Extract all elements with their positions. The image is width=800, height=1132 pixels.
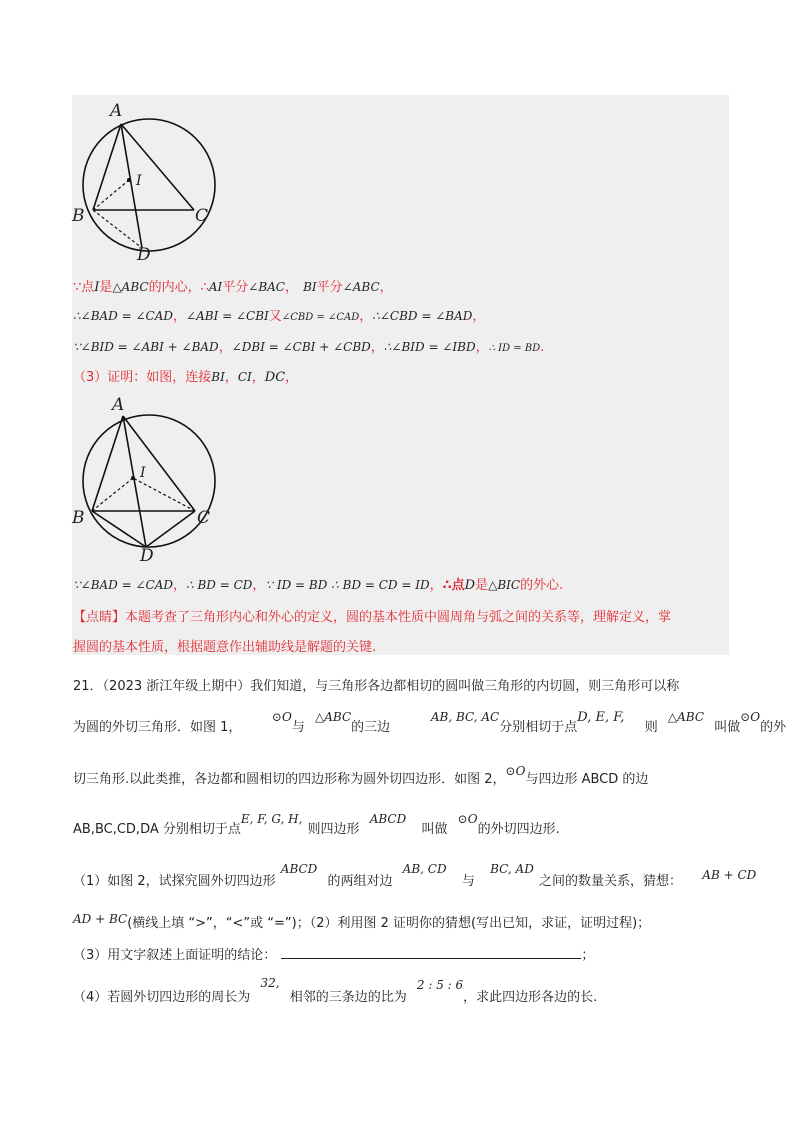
question-21-line-1: 21．（2023 浙江年级上期中）我们知道，与三角形各边都相切的圆叫做三角形的内切圆，则三角形可以称: [73, 679, 680, 694]
figure-1-label-a: A: [110, 101, 123, 121]
question-21-line-2: 为圆的外切三角形．如图 1， $^{⊙O}$与 $^{\triangle ABC}$的三边 $^{AB, BC, AC}$分别相切于点$^{D, E, F,}$ 则 $^{\triangle ABC}$ 叫做$^{⊙O}$的外: [73, 710, 787, 735]
proof-line-1: ∵点I是△ABC的内心，∴AI平分∠BAC， BI平分∠ABC，: [73, 280, 393, 295]
figure-1-circle-diagram: [70, 100, 220, 265]
figure-2-label-b: B: [72, 508, 85, 528]
figure-1-label-i: I: [136, 173, 142, 189]
comment-line-2: 握圆的基本性质，根据题意作出辅助线是解题的关键.: [73, 640, 377, 655]
proof-line-4: （3）证明：如图，连接BI，CI，DC，: [73, 370, 299, 385]
figure-2-label-i: I: [140, 465, 146, 481]
figure-2-label-c: C: [197, 508, 211, 528]
question-21-line-3: 切三角形.以此类推，各边都和圆相切的四边形称为圆外切四边形．如图 2，$^{⊙O}$与四边形 ABCD 的边: [73, 764, 649, 787]
proof-line-5: ∵∠BAD = ∠CAD，∴ BD = CD，∵ ID = BD ∴ BD = CD = ID，∴点D是△BIC的外心.: [73, 578, 564, 593]
figure-1-label-d: D: [137, 245, 151, 265]
proof-line-2: ∴∠BAD = ∠CAD，∠ABI = ∠CBI又∠CBD = ∠CAD，∴∠CBD = ∠BAD，: [73, 309, 486, 324]
figure-2-circle-diagram: [70, 393, 220, 563]
question-21-part-1: （1）如图 2，试探究圆外切四边形 $^{ABCD}$ 的两组对边 $^{AB, CD}$ 与 $^{BC, AD}$ 之间的数量关系，猜想： $^{AB + CD}$: [73, 862, 757, 889]
figure-2-label-d: D: [140, 546, 154, 563]
question-21-part-2: $^{AD + BC}$(横线上填 “>”，“<”或 “=”)；（2）利用图 2 证明你的猜想(写出已知，求证，证明过程)；: [73, 912, 651, 931]
question-21-part-4: （4）若圆外切四边形的周长为 $^{32,}$ 相邻的三条边的比为 $^{2 : 5 : 6}$，求此四边形各边的长.: [73, 976, 598, 1005]
figure-1-label-b: B: [72, 206, 85, 226]
figure-1-label-c: C: [195, 206, 209, 226]
question-21-line-4: AB,BC,CD,DA 分别相切于点$^{E, F, G, H,}$ 则四边形 $^{ABCD}$ 叫做 $^{⊙O}$的外切四边形.: [73, 812, 560, 837]
question-21-part-3: （3）用文字叙述上面证明的结论： ；: [73, 948, 595, 963]
proof-line-3: ∵∠BID = ∠ABI + ∠BAD，∠DBI = ∠CBI + ∠CBD，∴∠BID = ∠IBD，∴ ID = BD.: [73, 340, 545, 355]
figure-2-label-a: A: [112, 395, 125, 415]
comment-line-1: 【点睛】本题考查了三角形内心和外心的定义，圆的基本性质中圆周角与弧之间的关系等，理解定义，掌: [73, 610, 672, 625]
answer-blank[interactable]: [281, 946, 581, 959]
